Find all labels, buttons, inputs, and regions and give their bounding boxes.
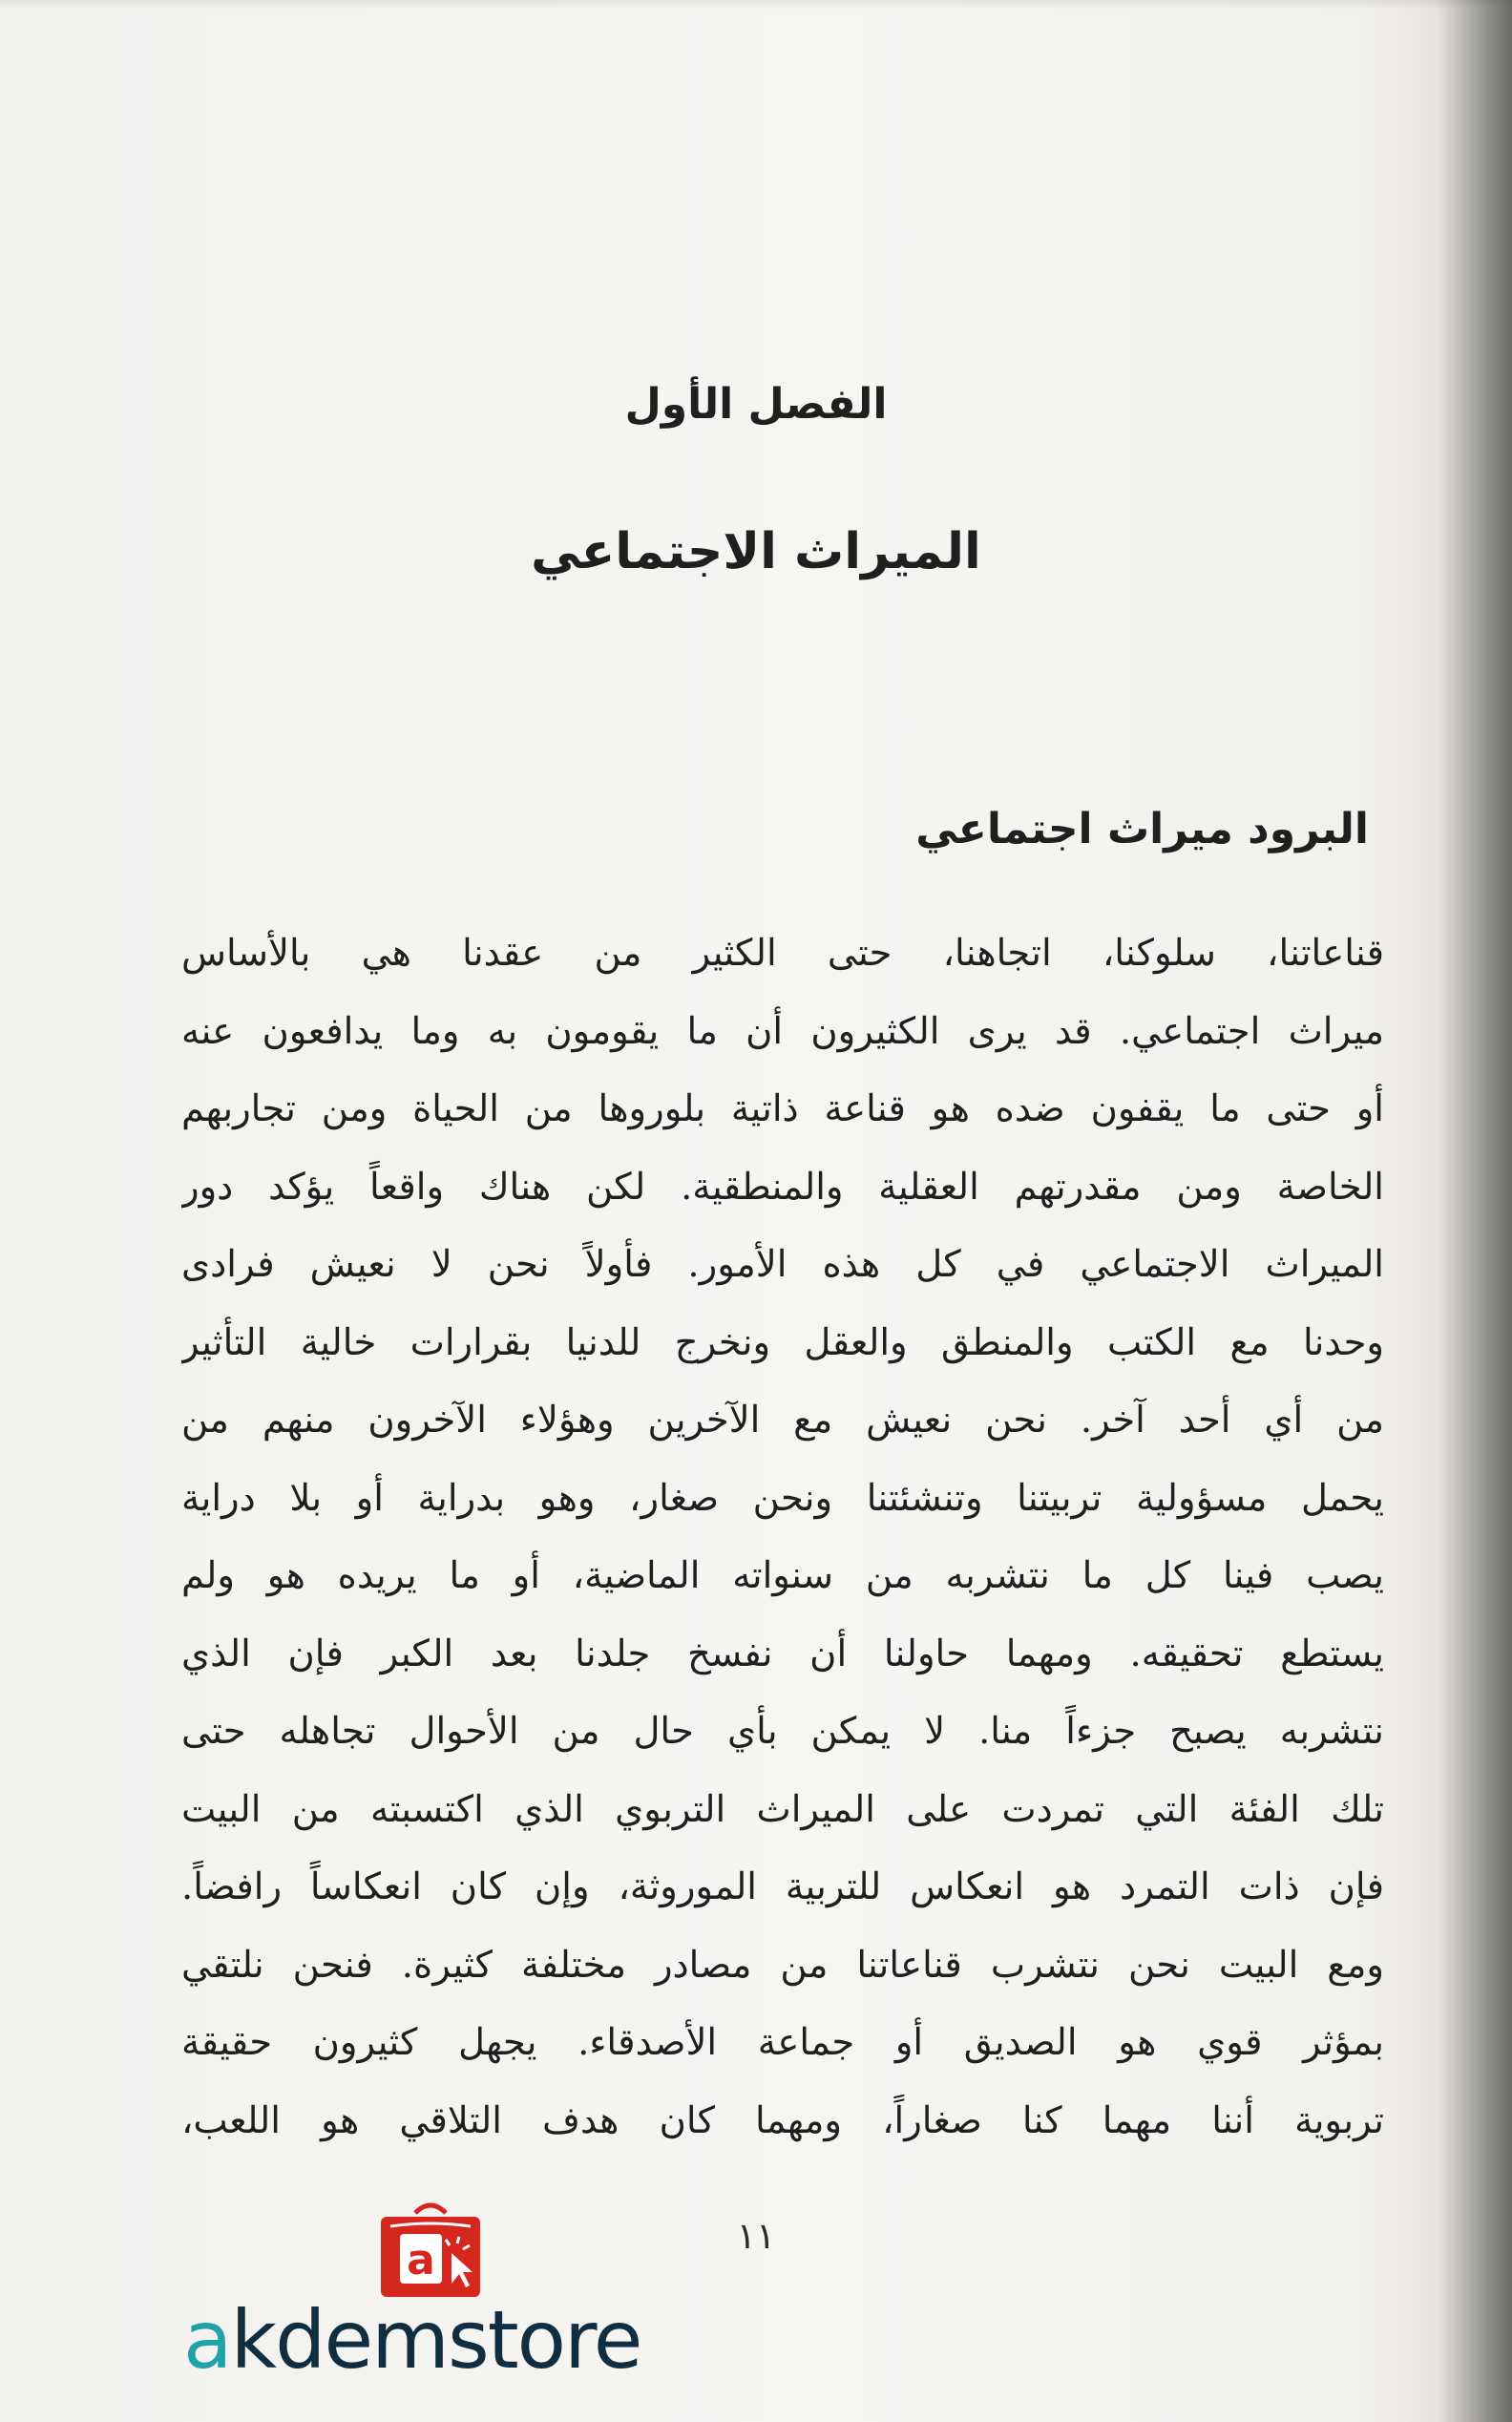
paragraph-line: يستطع تحقيقه. ومهما حاولنا أن نفسخ جلدنا بعد الكبر فإن الذي bbox=[181, 1632, 1384, 1675]
logo-letter: a bbox=[407, 2236, 435, 2285]
paragraph-line: قناعاتنا، سلوكنا، اتجاهنا، حتى الكثير من عقدنا هي بالأساس bbox=[181, 932, 1384, 975]
paragraph-line: أو حتى ما يقفون ضده هو قناعة ذاتية بلوروها من الحياة ومن تجاربهم bbox=[181, 1087, 1384, 1130]
bookstore-logo-icon bbox=[377, 2198, 484, 2301]
paragraph-line: الخاصة ومن مقدرتهم العقلية والمنطقية. لكن هناك واقعاً يؤكد دور bbox=[181, 1165, 1384, 1209]
section-heading: البرود ميراث اجتماعي bbox=[915, 805, 1369, 853]
paragraph-line: تربوية أننا مهما كنا صغاراً، ومهما كان هدف التلاقي هو اللعب، bbox=[181, 2098, 1384, 2142]
chapter-label: الفصل الأول bbox=[624, 380, 888, 429]
paragraph-line: ميراث اجتماعي. قد يرى الكثيرون أن ما يقومون به وما يدافعون عنه bbox=[181, 1009, 1384, 1053]
page-top-shadow bbox=[0, 0, 1512, 10]
bookstore-watermark bbox=[183, 2293, 640, 2387]
paragraph-line: وحدنا مع الكتب والمنطق والعقل ونخرج للدنيا بقرارات خالية التأثير bbox=[181, 1320, 1384, 1364]
chapter-title: الميراث الاجتماعي bbox=[531, 523, 981, 580]
paragraph-line: الميراث الاجتماعي في كل هذه الأمور. فأولاً نحن لا نعيش فرادى bbox=[181, 1243, 1384, 1286]
paragraph-line: نتشربه يصبح جزءاً منا. لا يمكن بأي حال من الأحوال تجاهله حتى bbox=[181, 1710, 1384, 1753]
paragraph-line: تلك الفئة التي تمردت على الميراث التربوي الذي اكتسبته من البيت bbox=[181, 1787, 1384, 1831]
watermark-letter-a: a bbox=[183, 2293, 231, 2387]
paragraph-line: من أي أحد آخر. نحن نعيش مع الآخرين وهؤلاء الآخرون منهم من bbox=[181, 1399, 1384, 1442]
paragraph-line: ومع البيت نحن نتشرب قناعاتنا من مصادر مختلفة كثيرة. فنحن نلتقي bbox=[181, 1943, 1384, 1987]
page-number: ١١ bbox=[736, 2215, 776, 2257]
watermark-brand-rest: kdemstore bbox=[230, 2293, 641, 2387]
paragraph-line: يصب فينا كل ما نتشربه من سنواته الماضية، أو ما يريده هو ولم bbox=[181, 1554, 1384, 1597]
paragraph-line: يحمل مسؤولية تربيتنا وتنشئتنا ونحن صغار، وهو بدراية أو بلا دراية bbox=[181, 1476, 1384, 1520]
body-paragraph bbox=[181, 915, 1384, 2159]
paragraph-line: بمؤثر قوي هو الصديق أو جماعة الأصدقاء. يجهل كثيرون حقيقة bbox=[181, 2021, 1384, 2064]
paragraph-line: فإن ذات التمرد هو انعكاس للتربية الموروثة، وإن كان انعكاساً رافضاً. bbox=[181, 1865, 1384, 1908]
